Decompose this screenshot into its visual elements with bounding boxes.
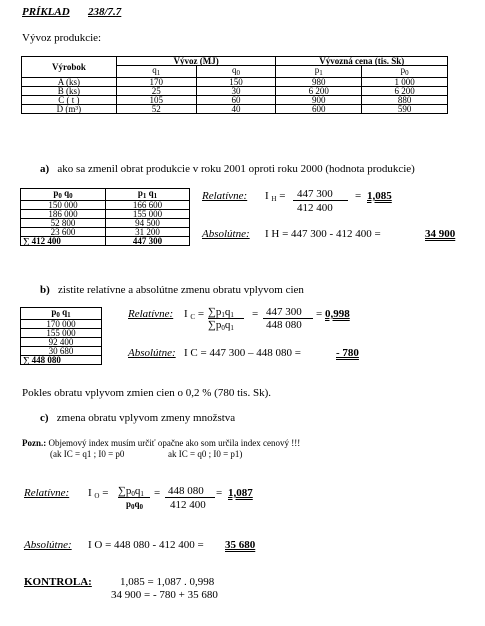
table-sum-row: ∑ 412 400 447 300 bbox=[21, 237, 190, 246]
table-row: 30 680 bbox=[21, 347, 102, 356]
c-note-line2b: ak IC = q0 ; I0 = p1) bbox=[168, 449, 243, 459]
b-rel-sum-num: $\sum p_1q_1$ bbox=[208, 306, 234, 319]
table-row: B (ks) 25 30 6 200 6 200 bbox=[22, 87, 448, 96]
a-rel-fraction-line bbox=[293, 200, 348, 201]
a-rel-eq: = bbox=[355, 190, 362, 202]
b-rel-eq: = bbox=[252, 308, 259, 320]
table-row: 52 800 94 500 bbox=[21, 219, 190, 228]
title-number: 238/7.7 bbox=[88, 6, 122, 18]
section-a-heading: a) ako sa zmenil obrat produkcie v roku 2001 oproti roku 2000 (hodnota produkcie) bbox=[40, 163, 415, 175]
table-a bbox=[20, 188, 190, 246]
th-q0: $q_0$ bbox=[196, 66, 276, 78]
b-absolute-label: Absolútne: bbox=[128, 347, 176, 359]
vyvoz-heading: Vývoz produkcie: bbox=[22, 32, 102, 44]
a-rel-index: I $_H$ = bbox=[265, 190, 286, 203]
a-rel-result: 1,085 bbox=[367, 190, 392, 202]
b-abs-result: - 780 bbox=[336, 347, 359, 359]
b-abs-expr: I C = 447 300 – 448 080 = bbox=[184, 347, 301, 359]
a-abs-expr: I H = 447 300 - 412 400 = bbox=[265, 228, 381, 240]
b-rel-index: I $_C$ = bbox=[184, 308, 205, 321]
table-row: 186 000 155 000 bbox=[21, 210, 190, 219]
section-c-heading: c) zmena obratu vplyvom zmeny množstva bbox=[40, 412, 236, 424]
title-priklad: PRÍKLAD bbox=[22, 6, 70, 18]
th-p1: $p_1$ bbox=[276, 66, 362, 78]
c-abs-result: 35 680 bbox=[225, 539, 256, 551]
th-p0q0: $p_0$ $q_0$ bbox=[21, 189, 106, 201]
c-note: Pozn.: Objemový index musím určiť opačne ako som určila index cenový !!! bbox=[22, 438, 301, 448]
c-rel-eq2: = bbox=[216, 487, 223, 499]
table-row: A (ks) 170 150 980 1 000 bbox=[22, 78, 448, 87]
a-abs-result: 34 900 bbox=[425, 228, 456, 240]
section-b-heading: b) zistite relatívne a absolútne zmenu obratu vplyvom cien bbox=[40, 284, 304, 296]
c-rel-sum-num: $\sum p_0q_1$ bbox=[118, 485, 144, 498]
table-sum-row: ∑ 448 080 bbox=[21, 356, 102, 365]
table-row: C ( t ) 105 60 900 880 bbox=[22, 96, 448, 105]
c-rel-sum-den: $p_0q_0$ bbox=[126, 499, 144, 511]
th-vyrobok: Výrobok bbox=[22, 57, 117, 78]
a-rel-den: 412 400 bbox=[297, 202, 333, 214]
kontrola-label: KONTROLA: bbox=[24, 576, 92, 588]
a-relative-label: Relatívne: bbox=[202, 190, 248, 202]
th-cena: Vývozná cena (tis. Sk) bbox=[276, 57, 448, 66]
c-absolute-label: Absolútne: bbox=[24, 539, 72, 551]
b-pokles-text: Pokles obratu vplyvom zmien cien o 0,2 % (780 tis. Sk). bbox=[22, 387, 271, 399]
table-row: 155 000 bbox=[21, 329, 102, 338]
b-relative-label: Relatívne: bbox=[128, 308, 174, 320]
table-row: 170 000 bbox=[21, 320, 102, 329]
b-rel-result: 0,998 bbox=[325, 308, 350, 320]
c-rel-eq: = bbox=[154, 487, 161, 499]
c-relative-label: Relatívne: bbox=[24, 487, 70, 499]
c-rel-sum-line bbox=[118, 497, 150, 498]
th-p0q1: $p_0$ $q_1$ bbox=[21, 308, 102, 320]
c-rel-den: 412 400 bbox=[170, 499, 206, 511]
table-row: 150 000 166 600 bbox=[21, 201, 190, 210]
b-rel-sum-den: $\sum p_0q_1$ bbox=[208, 319, 234, 332]
b-rel-num: 447 300 bbox=[266, 306, 302, 318]
kontrola-line1: 1,085 = 1,087 . 0,998 bbox=[120, 576, 215, 588]
b-rel-eq2: = bbox=[316, 308, 323, 320]
main-table bbox=[21, 56, 448, 114]
c-rel-result: 1,087 bbox=[228, 487, 253, 499]
table-b bbox=[20, 307, 102, 365]
table-row: D (m³) 52 40 600 590 bbox=[22, 105, 448, 114]
c-note-line2a: (ak IC = q1 ; I0 = p0 bbox=[50, 449, 125, 459]
b-rel-den: 448 080 bbox=[266, 319, 302, 331]
a-absolute-label: Absolútne: bbox=[202, 228, 250, 240]
kontrola-line2: 34 900 = - 780 + 35 680 bbox=[111, 589, 218, 601]
th-q1: $q_1$ bbox=[116, 66, 196, 78]
c-rel-fraction-line bbox=[165, 497, 215, 498]
c-abs-expr: I O = 448 080 - 412 400 = bbox=[88, 539, 204, 551]
th-p0: $p_0$ bbox=[362, 66, 448, 78]
c-rel-index: I $_O$ = bbox=[88, 487, 109, 500]
th-vyvoz: Vývoz (MJ) bbox=[116, 57, 276, 66]
c-rel-num: 448 080 bbox=[168, 485, 204, 497]
table-row: 23 600 31 200 bbox=[21, 228, 190, 237]
table-row: 92 400 bbox=[21, 338, 102, 347]
th-p1q1: $p_1$ $q_1$ bbox=[106, 189, 190, 201]
a-rel-num: 447 300 bbox=[297, 188, 333, 200]
